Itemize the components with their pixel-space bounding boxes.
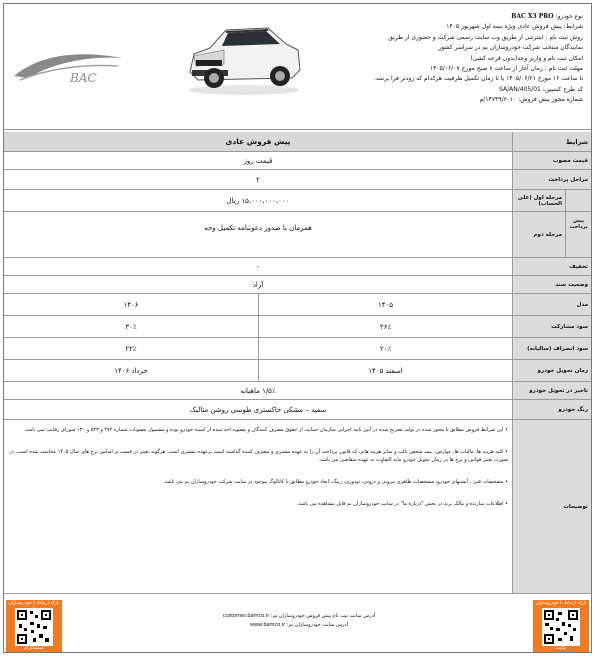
- delivery-label: زمان تحویل خودرو: [512, 360, 591, 381]
- bac-logo: [10, 44, 125, 89]
- notes: [8, 426, 508, 522]
- discount-label: تخفیف: [512, 258, 591, 275]
- instagram-qr-box: [6, 600, 62, 652]
- color-label: رنگ خودرو: [512, 400, 591, 419]
- table-row: [4, 170, 591, 190]
- delay-label: تاخیر در تحویل خودرو: [512, 382, 591, 399]
- qr-code-icon[interactable]: [15, 608, 53, 646]
- first-stage-label: مرحله اول (علی الحساب): [512, 190, 566, 211]
- info-line: نمایندگان منتخب شرکت خودروسازان بم در سراسر کشور: [438, 44, 583, 52]
- document-status-label: وضعیت سند: [512, 276, 591, 293]
- note-item: • کلیه هزینه ها، مالیات ها، عوارض، بیمه شخص ثالث و سایر هزینه هایی که قانون پرداخت آن را به عهده مشتری و مصرف کننده گذاشته است برعهده مشتری است. هرگونه تغییر در قیمت بر اساس نرخ های سال ۱۴۰۵ محاسبه شده است. در صورت تغییر قوانین و نرخ ها در زمان تحویل خودرو مابه التفاوت به عهده متقاضی می باشد.: [9, 449, 508, 463]
- info-line: کد طرح کسپین: SA/AN/405/01: [499, 85, 583, 93]
- presale-site-line: آدرس سایت ثبت نام پیش فروش خودروسازان بم: customer.bamco.ir: [222, 613, 376, 619]
- table-row: [4, 152, 591, 170]
- note-item: • مشخصات فنی ، آپشنهای خودرو، مشخصات ظاهری بیرونی و درونی، تودوزی، رینگ، ابعاد خودرو مطابق با کاتالوگ موجود در سایت شرکت خودروسازان بم می باشد.: [163, 479, 508, 485]
- info-line: شماره مجوز پیش فروش: ۱۴۷۴۹/۶۰۱۰/م: [479, 96, 583, 104]
- prepayment-group-label: پیش پرداخت: [566, 190, 591, 258]
- main-site-line: آدرس سایت خودروسازان بم: www.bamco.ir: [249, 622, 349, 628]
- qr-code-icon[interactable]: [542, 608, 580, 646]
- table-row: [4, 294, 591, 316]
- document-status-value: آزاد: [252, 280, 264, 289]
- note-item: • اطلاعات سازنده و مالک برند در بخش "درباره ما" در سایت خودروسازان بم قابل مشاهده می باشد.: [296, 501, 508, 507]
- model-name: BAC X3 PRO: [511, 13, 554, 20]
- table-row: [4, 382, 591, 400]
- main-site-link[interactable]: www.bamco.ir: [249, 622, 286, 628]
- note-item: • این شرایط فروش مطابق با مجوز شده در تولید تصریح شده در آیین نامه اجرایی سازمان حمایت از حقوق مصرف کنندگان و مصوبه اخذ شده از کمیته خودرو بوده و مشمول مصوبات شماره ۴۷۲ و ۵۲۳ و ۱۳۰ شورای رقابت نمی باشد.: [23, 427, 508, 433]
- delay-value: ۱/۵٪ ماهیانه: [240, 386, 276, 395]
- svg-text:BAC: BAC: [70, 71, 97, 85]
- sales-conditions-sheet: [3, 3, 592, 653]
- table-row: [4, 212, 591, 258]
- delivery-b: خرداد ۱۴۰۶: [114, 366, 148, 375]
- color-value: سفید – مشکی خاکستری طوسی روشن متالیک: [189, 405, 327, 414]
- qr-caption: بارکد ارتباط با خودروسازان: [8, 601, 60, 606]
- bonus-label: سود انصراف (سالیانه): [512, 338, 591, 359]
- sale-info: [293, 12, 583, 106]
- conditions-label: شرایط: [512, 132, 591, 151]
- qr-caption: سایت: [555, 646, 567, 651]
- info-line: امکان ثبت نام و واریز وجه(بدون قرعه کشی): [470, 54, 583, 62]
- table-row: [4, 190, 591, 212]
- model-line: نوع خودرو: BAC X3 PRO: [511, 13, 583, 20]
- price-value: قیمت روز: [243, 156, 273, 165]
- table-header-row: [4, 132, 591, 152]
- bonus-b: ۲۲٪: [125, 344, 137, 353]
- website-qr-box: [533, 600, 589, 652]
- first-stage-value: ۱۵،۰۰۰،۰۰۰،۰۰۰ ریال: [226, 196, 290, 205]
- price-label: قیمت مصوب: [512, 152, 591, 169]
- second-stage-label: مرحله دوم: [512, 212, 566, 257]
- bonus-a: ۲۰٪: [258, 338, 512, 359]
- model-year-label: مدل: [512, 294, 591, 315]
- info-line: تا ساعت ۱۶ مورخ ۱۴۰۵/۰۶/۲۱ یا تا زمان تکمیل ظرفیت هرکدام که زودتر فرا برسد.: [374, 75, 583, 83]
- model-year-a: ۱۴۰۵: [258, 294, 512, 315]
- qr-caption: اینستاگرام: [24, 646, 44, 651]
- notes-label: توضیحات: [512, 420, 591, 593]
- info-line: مهلت ثبت نام : زمان آغاز از ساعت ۸ صبح مورخ ۱۴۰۵/۰۶/۰۷: [429, 65, 583, 73]
- footer: [4, 598, 591, 654]
- table-row: [4, 400, 591, 420]
- qr-caption: بارکد ارتباط با خودروسازان: [535, 601, 587, 606]
- table-row: [4, 420, 591, 594]
- footer-addresses: [154, 612, 444, 630]
- info-line: شرایط: پیش فروش عادی ویژه نیمه اول شهریور ۱۴۰۵: [446, 23, 583, 31]
- table-row: [4, 316, 591, 338]
- payment-stages-label: مراحل پرداخت: [512, 170, 591, 189]
- table-row: [4, 276, 591, 294]
- second-stage-value: همزمان با صدور دعوتنامه تکمیل وجه: [204, 224, 312, 232]
- info-line: روش ثبت نام : اینترنتی از طریق وب سایت رسمی شرکت و حضوری از طریق: [388, 33, 583, 41]
- table-row: [4, 338, 591, 360]
- participation-b: ۳۰٪: [125, 322, 137, 331]
- table-row: [4, 360, 591, 382]
- participation-a: ۲۶٪: [258, 316, 512, 337]
- car-image: [184, 10, 304, 98]
- delivery-a: اسفند ۱۴۰۵: [258, 360, 512, 381]
- discount-value: -: [256, 262, 260, 271]
- presale-site-link[interactable]: customer.bamco.ir: [222, 613, 270, 619]
- table-row: [4, 258, 591, 276]
- participation-label: سود مشارکت: [512, 316, 591, 337]
- header: [4, 4, 591, 130]
- sale-type: پیش فروش عادی: [225, 137, 291, 146]
- model-year-b: ۱۴۰۶: [123, 300, 139, 309]
- payment-stages-value: ۲: [256, 175, 260, 184]
